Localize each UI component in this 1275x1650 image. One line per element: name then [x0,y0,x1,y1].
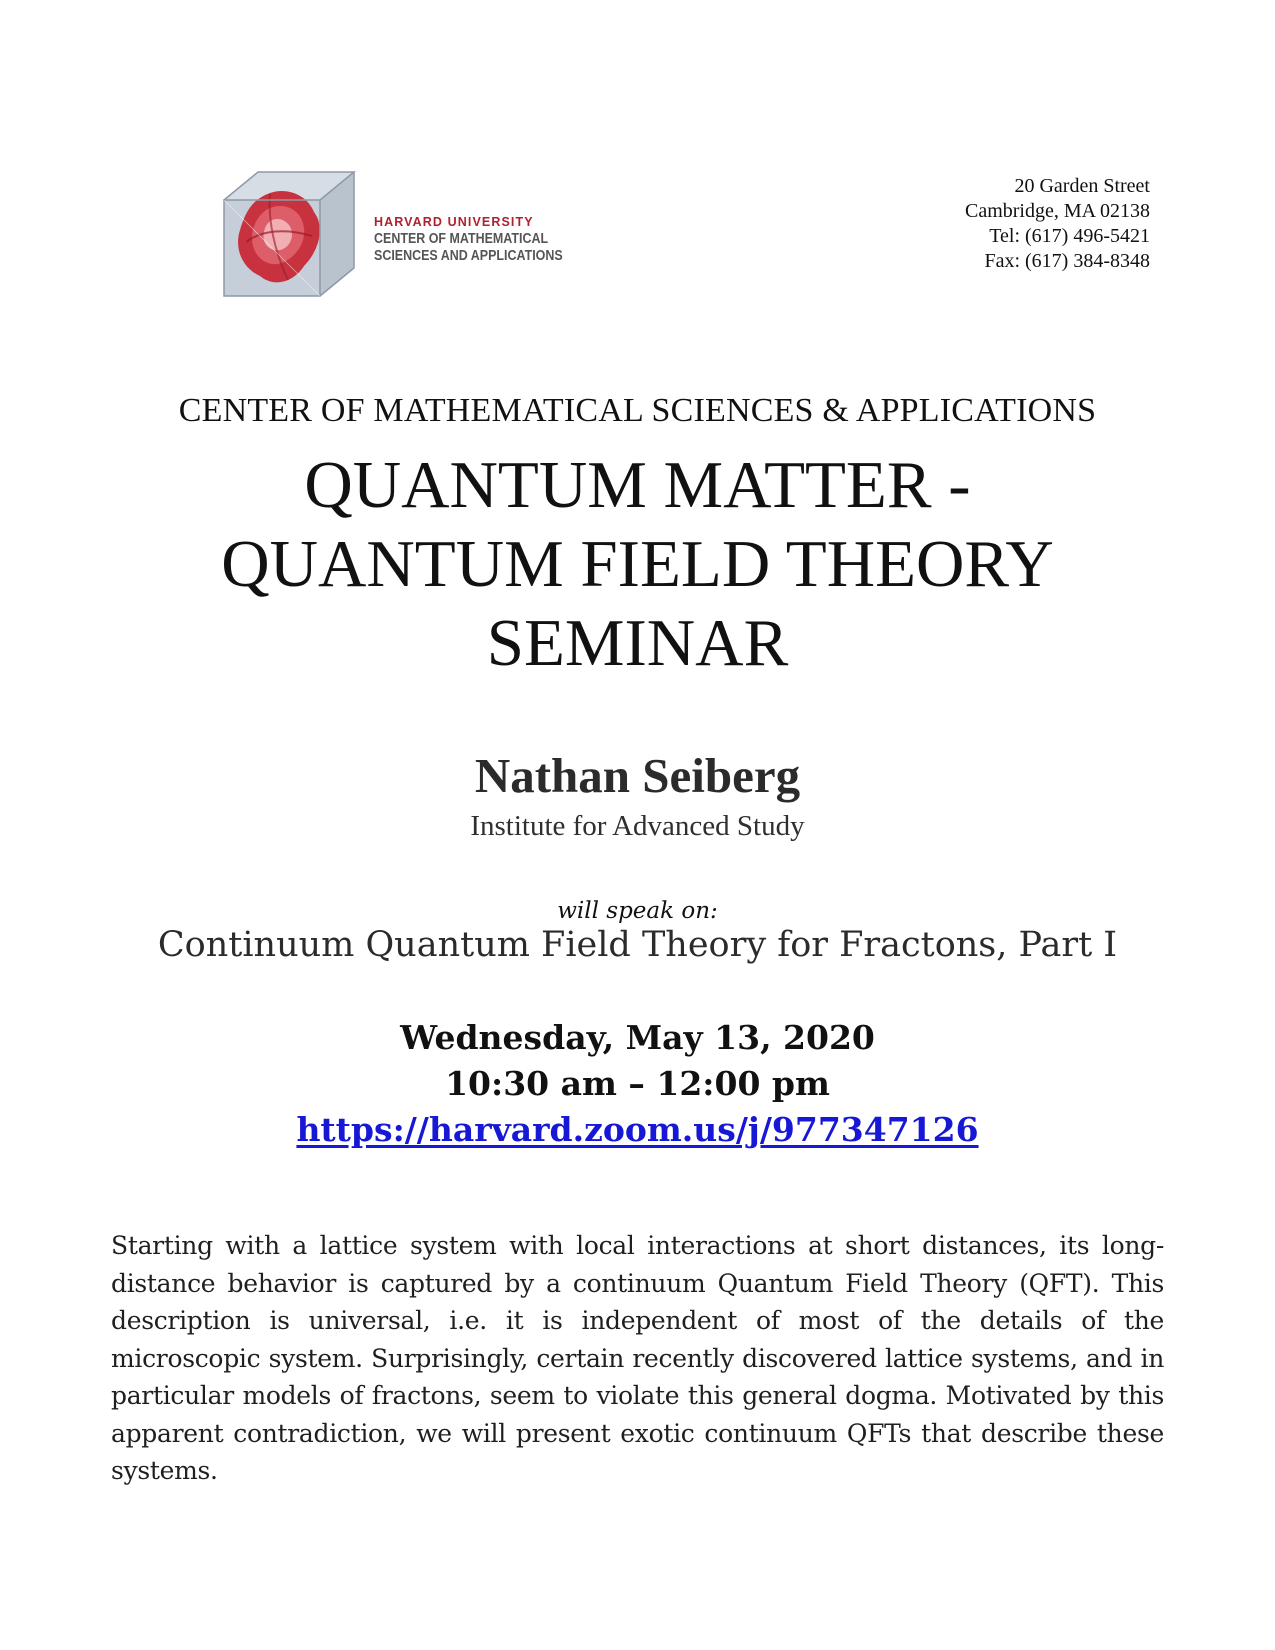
logo-university-name: HARVARD UNIVERSITY [374,215,534,229]
zoom-link-container [0,1110,1275,1149]
seminar-title [0,446,1275,683]
seminar-title-line-3: SEMINAR [486,606,789,680]
address-fax: Fax: (617) 384-8348 [984,250,1150,272]
address-city: Cambridge, MA 02138 [965,200,1150,222]
logo-wordmark [374,214,593,265]
zoom-link[interactable]: https://harvard.zoom.us/j/977347126 [296,1110,979,1149]
address-phone: Tel: (617) 496-5421 [989,225,1150,247]
speaker-affiliation: Institute for Advanced Study [470,810,805,842]
talk-lead-in: will speak on: [557,898,718,924]
address-street: 20 Garden Street [1014,175,1150,197]
event-time: 10:30 am – 12:00 pm [445,1064,830,1103]
talk-title: Continuum Quantum Field Theory for Fractons, Part I [157,925,1118,965]
cmsa-logo [222,170,563,300]
seminar-title-line-2: QUANTUM FIELD THEORY [221,527,1054,601]
logo-center-name-line2: SCIENCES AND APPLICATIONS [374,248,563,264]
organization-name: CENTER OF MATHEMATICAL SCIENCES & APPLICATIONS [178,392,1097,429]
talk-abstract: Starting with a lattice system with local interactions at short distances, its long-distance behavior is captured by a continuum Quantum Field Theory (QFT). This description is universal, i.e. it is independent of most of the details of the microscopic system. Surprisingly, certain recently discovered lattice systems, and in particular models of fractons, seem to violate this general dogma. Motivated by this apparent contradiction, we will present exotic continuum QFTs that describe these systems. [111,1231,1164,1485]
event-date: Wednesday, May 13, 2020 [400,1018,875,1057]
mailing-address [965,174,1150,274]
speaker-name: Nathan Seiberg [474,748,801,803]
logo-center-name-line1: CENTER OF MATHEMATICAL [374,231,549,247]
seminar-title-line-1: QUANTUM MATTER - [304,448,971,522]
harvard-cmsa-cube-logo-icon [222,170,358,300]
